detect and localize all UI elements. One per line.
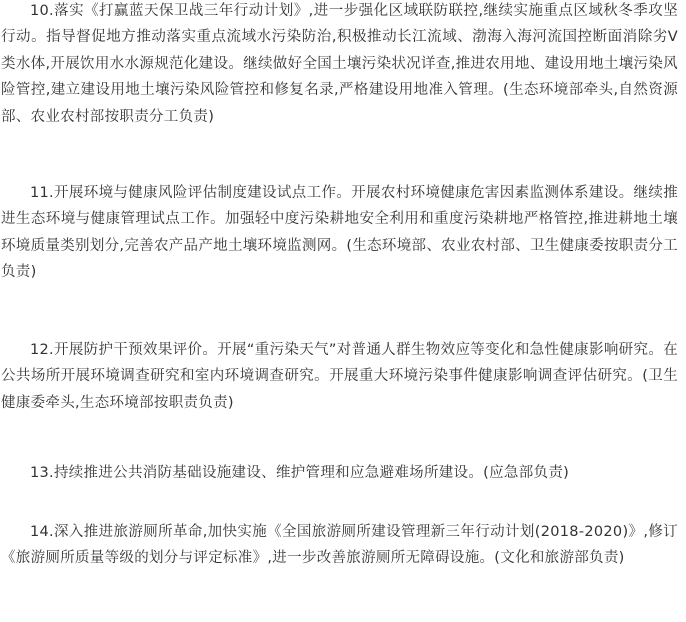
paragraph-item-10: 10.落实《打赢蓝天保卫战三年行动计划》,进一步强化区域联防联控,继续实施重点区域秋冬季攻坚行动。指导督促地方推动落实重点流域水污染防治,积极推动长江流域、渤海入海河流国控断面消除劣V类水体,开展饮用水水源规范化建设。继续做好全国土壤污染状况详查,推进农用地、建设用地土壤污染风险管控,建立建设用地土壤污染风险管控和修复名录,严格建设用地准入管理。(生态环境部牵头,自然资源部、农业农村部按职责分工负责)	[1, 3, 678, 125]
paragraph-item-12: 12.开展防护干预效果评价。开展“重污染天气”对普通人群生物效应等变化和急性健康影响研究。在公共场所开展环境调查研究和室内环境调查研究。开展重大环境污染事件健康影响调查评估研究。(卫生健康委牵头,生态环境部按职责负责)	[1, 342, 678, 411]
paragraph-item-13: 13.持续推进公共消防基础设施建设、维护管理和应急避难场所建设。(应急部负责)	[30, 465, 570, 481]
paragraph-item-11: 11.开展环境与健康风险评估制度建设试点工作。开展农村环境健康危害因素监测体系建设。继续推进生态环境与健康管理试点工作。加强轻中度污染耕地安全利用和重度污染耕地严格管控,推进耕地土壤环境质量类别划分,完善农产品产地土壤环境监测网。(生态环境部、农业农村部、卫生健康委按职责分工负责)	[1, 185, 678, 281]
paragraph-item-14: 14.深入推进旅游厕所革命,加快实施《全国旅游厕所建设管理新三年行动计划(2018-2020)》,修订《旅游厕所质量等级的划分与评定标准》,进一步改善旅游厕所无障碍设施。(文化和旅游部负责)	[1, 524, 678, 567]
